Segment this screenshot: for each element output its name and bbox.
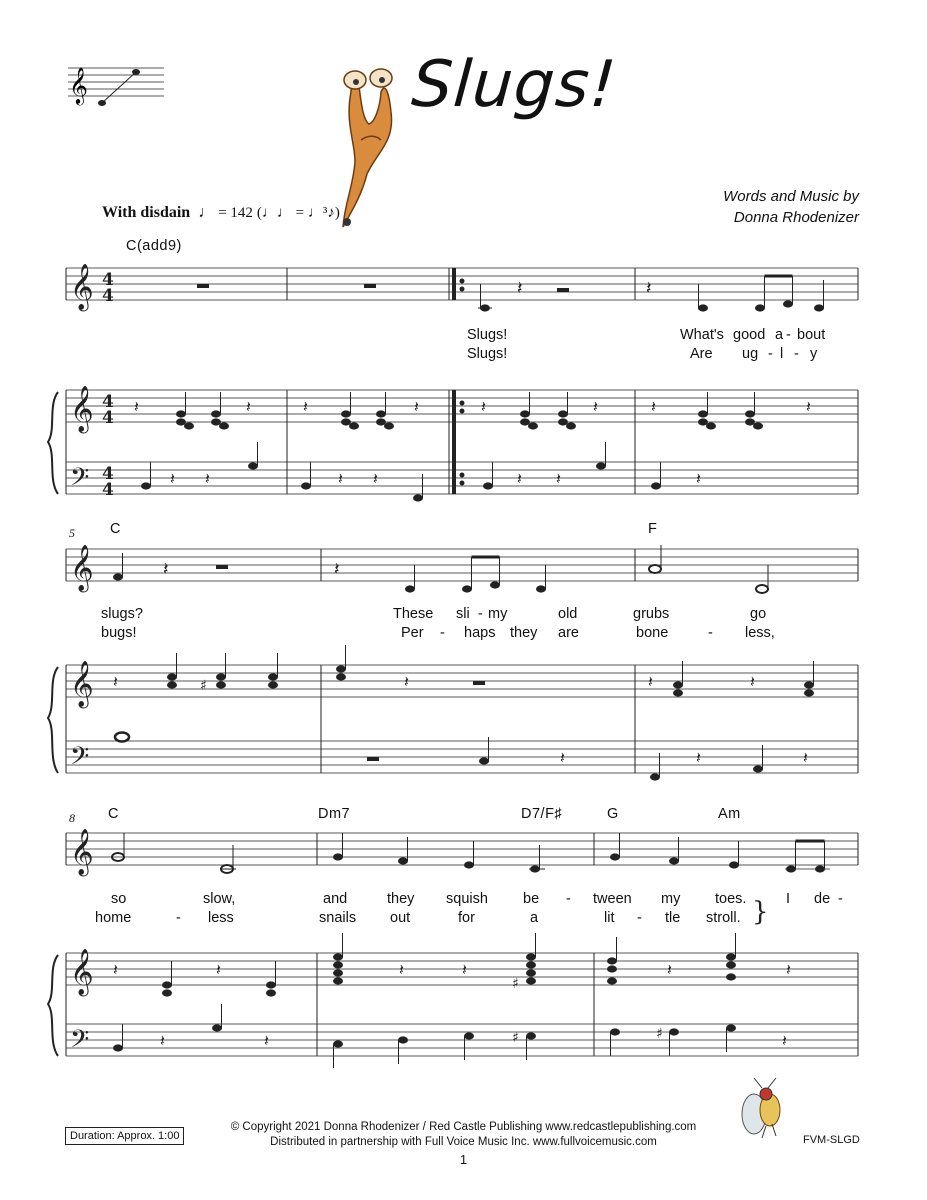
measure-number: 5 — [69, 526, 75, 540]
svg-text:𝄽: 𝄽 — [517, 278, 523, 299]
lyric-syllable: they — [387, 891, 415, 907]
svg-text:𝄽: 𝄽 — [216, 960, 221, 979]
svg-text:𝄽: 𝄽 — [462, 960, 467, 979]
svg-text:4: 4 — [102, 480, 114, 500]
lyric-syllable: go — [750, 606, 767, 622]
svg-text:𝄢: 𝄢 — [70, 1025, 90, 1060]
chord-symbol: C — [110, 521, 121, 537]
svg-text:𝄞: 𝄞 — [70, 545, 94, 591]
svg-text:𝄽: 𝄽 — [264, 1031, 269, 1050]
chord-symbol: C(add9) — [126, 238, 182, 254]
lyric-syllable: - — [786, 327, 791, 343]
lyric-syllable: for — [458, 910, 475, 926]
svg-text:𝄽: 𝄽 — [750, 672, 755, 691]
chord-symbol: C — [108, 806, 119, 822]
lyric-syllable: so — [111, 891, 127, 907]
svg-text:𝄞: 𝄞 — [70, 949, 94, 995]
svg-text:𝄽: 𝄽 — [696, 748, 701, 767]
svg-text:𝄞: 𝄞 — [70, 829, 94, 875]
svg-text:𝄢: 𝄢 — [70, 742, 90, 777]
svg-text:4: 4 — [102, 286, 114, 306]
page-title: Slugs! — [409, 48, 620, 122]
svg-text:𝄽: 𝄽 — [593, 397, 598, 416]
svg-text:𝄽: 𝄽 — [334, 559, 340, 580]
lyric-syllable: I — [786, 891, 791, 907]
svg-text:𝄽: 𝄽 — [205, 469, 210, 488]
lyric-syllable: tween — [593, 891, 632, 907]
svg-text:𝄽: 𝄽 — [404, 672, 409, 691]
lyric-syllable: stroll. — [706, 910, 741, 926]
lyric-syllable: - — [440, 625, 445, 641]
svg-text:𝄞: 𝄞 — [70, 386, 94, 432]
svg-text:𝄽: 𝄽 — [163, 559, 169, 580]
lyric-syllable: bout — [797, 327, 826, 343]
svg-text:𝄽: 𝄽 — [560, 748, 565, 767]
svg-text:𝄽: 𝄽 — [303, 397, 308, 416]
lyric-syllable: Slugs! — [467, 346, 508, 362]
chord-symbol: D7/F♯ — [521, 806, 563, 822]
measure-number: 8 — [69, 811, 75, 825]
chord-symbol: Dm7 — [318, 806, 351, 822]
lyric-syllable: - — [838, 891, 843, 907]
lyric-syllable: my — [661, 891, 681, 907]
lyric-syllable: - — [176, 910, 181, 926]
lyric-syllable: slugs? — [101, 606, 143, 622]
svg-text:𝄽: 𝄽 — [806, 397, 811, 416]
lyric-syllable: toes. — [715, 891, 747, 907]
svg-text:4: 4 — [102, 392, 114, 412]
svg-text:𝄽: 𝄽 — [782, 1031, 787, 1050]
svg-text:𝄽: 𝄽 — [648, 672, 653, 691]
lyric-syllable: old — [558, 606, 578, 622]
lyric-syllable: haps — [464, 625, 496, 641]
page-number: 1 — [459, 1152, 468, 1167]
lyric-syllable: - — [478, 606, 483, 622]
lyric-syllable: less — [208, 910, 234, 926]
lyric-syllable: Slugs! — [467, 327, 508, 343]
svg-text:♯: ♯ — [200, 678, 207, 694]
lyric-syllable: snails — [319, 910, 357, 926]
svg-text:𝄽: 𝄽 — [399, 960, 404, 979]
lyric-syllable: my — [488, 606, 508, 622]
svg-text:4: 4 — [102, 464, 114, 484]
svg-text:𝄽: 𝄽 — [113, 960, 118, 979]
svg-text:𝄽: 𝄽 — [646, 278, 652, 299]
lyric-syllable: tle — [665, 910, 681, 926]
lyric-syllable: bugs! — [101, 625, 137, 641]
credits-line-2: Donna Rhodenizer — [733, 209, 859, 226]
lyric-syllable: home — [95, 910, 132, 926]
svg-text:𝄽: 𝄽 — [373, 469, 378, 488]
swing-indication: (♩♩ = ♩³♪) — [256, 205, 340, 221]
metronome-value: = 142 — [218, 205, 253, 221]
svg-text:𝄽: 𝄽 — [803, 748, 808, 767]
duration-box: Duration: Approx. 1:00 — [65, 1127, 184, 1145]
lyric-syllable: - — [708, 625, 713, 641]
lyric-syllable: good — [733, 327, 766, 343]
svg-text:}: } — [752, 897, 769, 927]
lyric-syllable: a — [530, 910, 539, 926]
lyric-syllable: ug — [742, 346, 759, 362]
lyric-syllable: and — [323, 891, 348, 907]
svg-text:𝄽: 𝄽 — [338, 469, 343, 488]
copyright-line-2: Distributed in partnership with Full Voice Music Inc. www.fullvoicemusic.com — [270, 1136, 657, 1148]
lyric-syllable: Are — [690, 346, 713, 362]
chord-symbol: F — [648, 521, 658, 537]
svg-text:𝄽: 𝄽 — [170, 469, 175, 488]
lyric-syllable: a — [775, 327, 784, 343]
catalog-code: FVM-SLGD — [803, 1134, 860, 1146]
lyric-syllable: de — [814, 891, 831, 907]
credits-line-1: Words and Music by — [723, 188, 859, 205]
lyric-syllable: lit — [604, 910, 615, 926]
svg-text:♯: ♯ — [656, 1026, 663, 1042]
svg-text:𝄞: 𝄞 — [70, 264, 94, 310]
svg-text:𝄽: 𝄽 — [113, 672, 118, 691]
lyric-syllable: These — [393, 606, 434, 622]
svg-text:4: 4 — [102, 408, 114, 428]
svg-text:𝄽: 𝄽 — [134, 397, 139, 416]
lyric-syllable: - — [637, 910, 642, 926]
tempo-text: With disdain — [102, 204, 191, 221]
lyric-syllable: - — [794, 346, 799, 362]
svg-text:𝄽: 𝄽 — [414, 397, 419, 416]
svg-text:♯: ♯ — [512, 976, 519, 992]
svg-text:𝄽: 𝄽 — [160, 1031, 165, 1050]
lyric-syllable: Per — [401, 625, 424, 641]
lyric-syllable: they — [510, 625, 538, 641]
svg-text:♯: ♯ — [512, 1030, 519, 1046]
lyric-syllable: squish — [446, 891, 488, 907]
lyric-syllable: are — [558, 625, 579, 641]
svg-text:𝄞: 𝄞 — [70, 661, 94, 707]
svg-text:𝄽: 𝄽 — [481, 397, 486, 416]
svg-text:𝄽: 𝄽 — [786, 960, 791, 979]
svg-text:𝄽: 𝄽 — [246, 397, 251, 416]
svg-text:𝄽: 𝄽 — [667, 960, 672, 979]
lyric-syllable: What's — [680, 327, 724, 343]
lyric-syllable: less, — [745, 625, 775, 641]
lyric-syllable: - — [768, 346, 773, 362]
svg-text:𝄞: 𝄞 — [69, 66, 88, 104]
lyric-syllable: grubs — [633, 606, 670, 622]
svg-text:𝄢: 𝄢 — [70, 463, 90, 498]
quarter-note-icon: ♩ — [194, 204, 215, 221]
lyric-syllable: bone — [636, 625, 669, 641]
lyric-syllable: be — [523, 891, 540, 907]
lyric-syllable: sli — [456, 606, 470, 622]
svg-text:𝄽: 𝄽 — [517, 469, 522, 488]
lyric-syllable: - — [566, 891, 571, 907]
lyric-syllable: out — [390, 910, 411, 926]
copyright-line-1: © Copyright 2021 Donna Rhodenizer / Red Castle Publishing www.redcastlepublishing.com — [230, 1121, 697, 1133]
lyric-syllable: y — [810, 346, 818, 362]
svg-text:𝄽: 𝄽 — [556, 469, 561, 488]
chord-symbol: G — [607, 806, 619, 822]
svg-text:𝄽: 𝄽 — [696, 469, 701, 488]
lyric-syllable: slow, — [203, 891, 236, 907]
svg-text:𝄽: 𝄽 — [651, 397, 656, 416]
lyric-syllable: l — [780, 346, 784, 362]
svg-text:4: 4 — [102, 270, 114, 290]
fly-illustration-icon — [736, 1076, 788, 1142]
chord-symbol: Am — [718, 806, 741, 822]
